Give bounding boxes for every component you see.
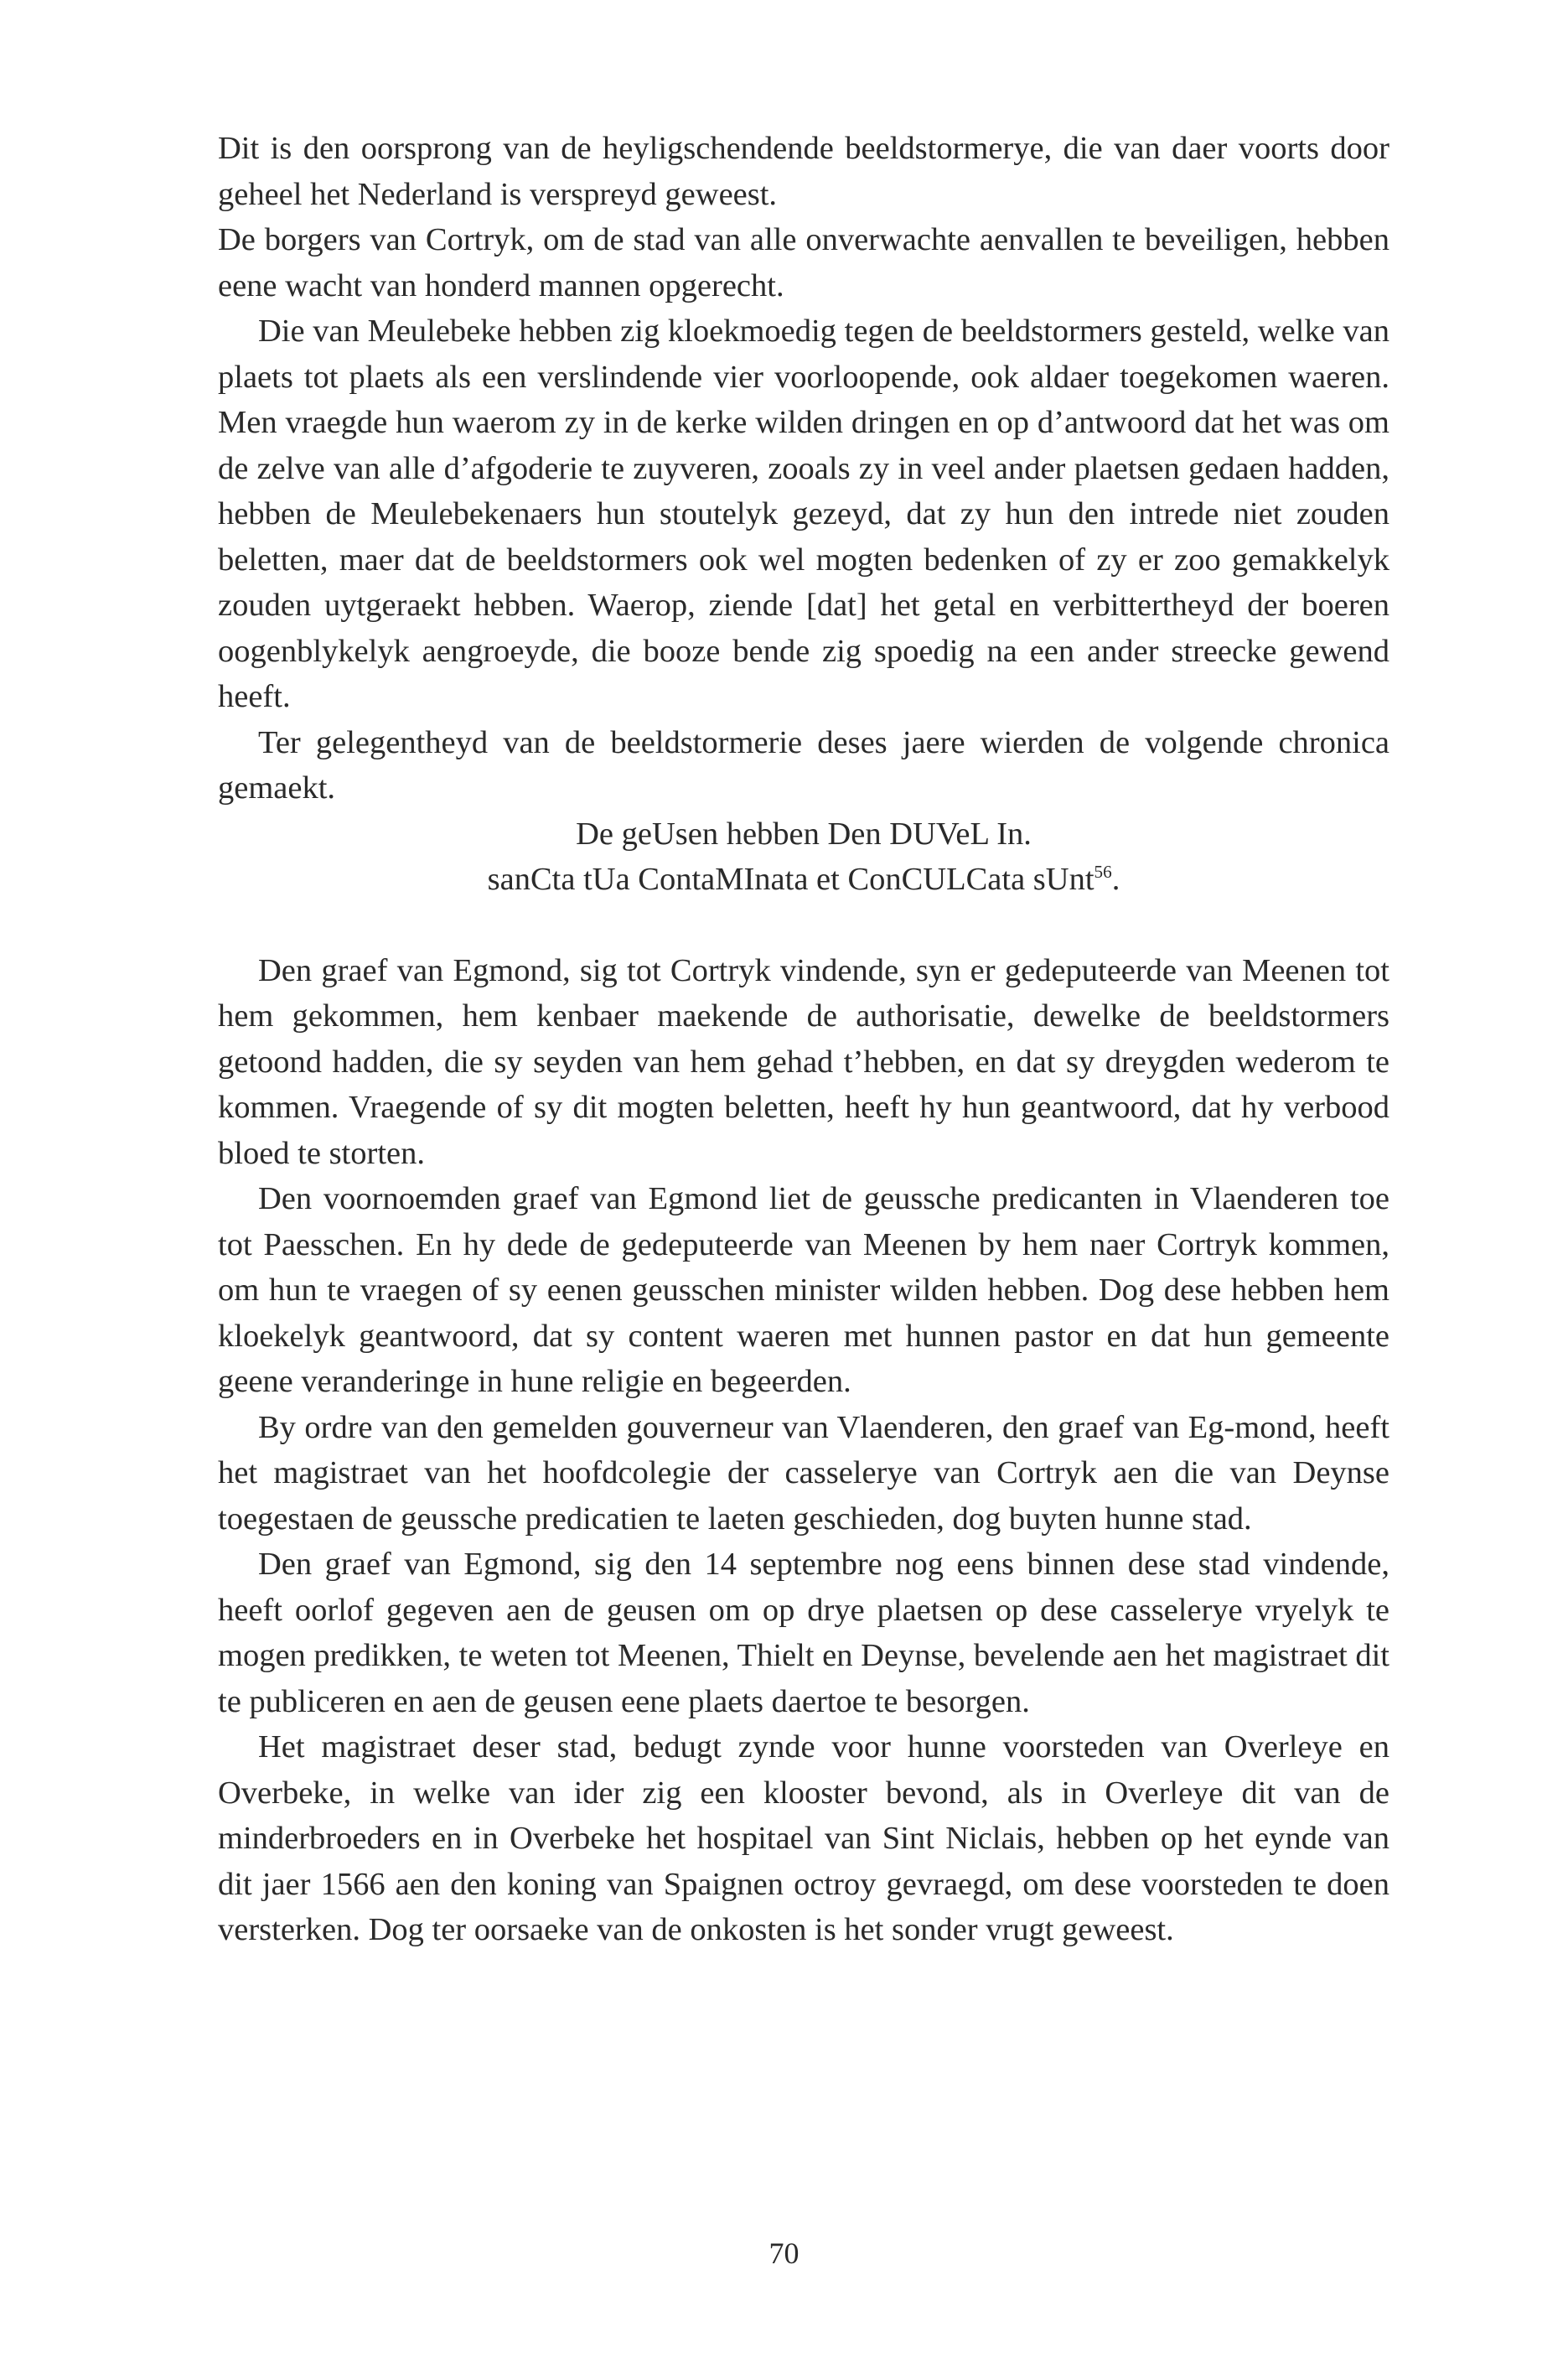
chronogram-line-2-end: . [1111,862,1120,897]
paragraph-14-septembre: Den graef van Egmond, sig den 14 septembre nog eens binnen dese stad vindende, heeft oorlof gegeven aen de geusen om op drye plaetsen op dese casselerye vryelyk te mogen predikken, te weten tot Meenen, Thielt en Deynse, bevelende aen het magistraet dit te publiceren en aen de geusen eene plaets daertoe te besorgen. [218,1547,1389,1719]
page-body [218,126,1389,1953]
section-gap [218,903,1389,948]
paragraph-chronica-intro: Ter gelegentheyd van de beeldstormerie deses jaere wierden de volgende chronica gemaekt. [218,724,1389,806]
paragraph-voorsteden: Het magistraet deser stad, bedugt zynde voor hunne voorsteden van Overleye en Overbeke, in welke van ider zig een klooster bevond, als in Overleye dit van de minderbroeders en in Overbeke het hospitael van Sint Niclais, hebben op het eynde van dit jaer 1566 aen den koning van Spaignen octroy gevraegd, om dese voorsteden te doen versterken. Dog ter oorsaeke van de onkosten is het sonder vrugt geweest. [218,1729,1389,1947]
paragraph-cortryk-watch: De borgers van Cortryk, om de stad van alle onverwachte aenvallen te beveiligen, hebben eene wacht van honderd mannen opgerecht. [218,222,1389,303]
chronogram-line-1: De geUsen hebben Den DUVeL In. [576,816,1032,852]
footnote-reference[interactable]: 56 [1094,862,1112,883]
page-number: 70 [768,2236,800,2270]
paragraph-origin: Dit is den oorsprong van de heyligschendende beeldstormerye, die van daer voorts door geheel het Nederland is verspreyd geweest. [218,131,1389,212]
paragraph-predicanten: Den voornoemden graef van Egmond liet de geussche predicanten in Vlaenderen toe tot Paesschen. En hy dede de gedeputeerde van Meenen by hem naer Cortryk kommen, om hun te vraegen of sy eenen geusschen minister wilden hebben. Dog dese hebben hem kloekelyk geantwoord, dat sy content waeren met hunnen pastor en dat hun gemeente geene veranderinge in hune religie en begeerden. [218,1181,1389,1399]
paragraph-ordre-deynse: By ordre van den gemelden gouverneur van Vlaenderen, den graef van Eg-mond, heeft het magistraet van het hoofdcolegie der casselerye van Cortryk aen die van Deynse toegestaen de geussche predicatien te laeten geschieden, dog buyten hunne stad. [218,1409,1389,1537]
chronogram-line-2 [218,857,1389,903]
paragraph-egmond-meenen: Den graef van Egmond, sig tot Cortryk vindende, syn er gedeputeerde van Meenen tot hem gekommen, hem kenbaer maekende de authorisatie, dewelke de beeldstormers getoond hadden, die sy seyden van hem gehad t’hebben, en dat sy dreygden wederom te kommen. Vraegende of sy dit mogten beletten, heeft hy hun geantwoord, dat hy verbood bloed te storten. [218,952,1389,1171]
paragraph-meulebeke: Die van Meulebeke hebben zig kloekmoedig tegen de beeldstormers gesteld, welke van plaets tot plaets als een verslindende vier voorloopende, ook aldaer toegekomen waeren. Men vraegde hun waerom zy in de kerke wilden dringen en op d’antwoord dat het was om de zelve van alle d’afgoderie te zuyveren, zooals zy in veel ander plaetsen gedaen hadden, hebben de Meulebekenaers hun stoutelyk gezeyd, dat zy hun den intrede niet zouden beletten, maer dat de beeldstormers ook wel mogten bedenken of zy er zoo gemakkelyk zouden uytgeraekt hebben. Waerop, ziende [dat] het getal en verbittertheyd der boeren oogenblykelyk aengroeyde, die booze bende zig spoedig na een ander streecke gewend heeft. [218,314,1389,714]
chronogram-line-2-text: sanCta tUa ContaMInata et ConCULCata sUnt [487,862,1094,897]
